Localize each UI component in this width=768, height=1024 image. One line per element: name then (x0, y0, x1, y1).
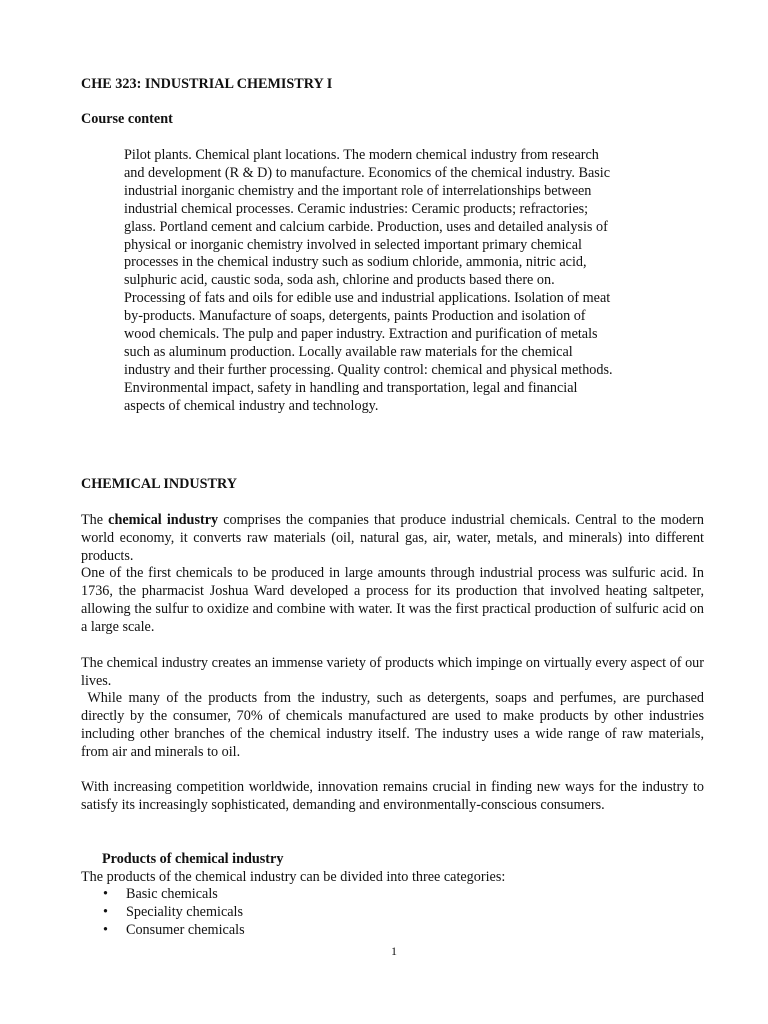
products-heading: Products of chemical industry (102, 851, 284, 867)
chemical-industry-paragraph-4: While many of the products from the industry, such as detergents, soaps and perfumes, are purchased directly by the consumer, 70% of chemicals manufactured are used to make products by other industries including other branches of the chemical industry itself. The industry uses a wide range of raw materials, from air and minerals to oil. (81, 690, 708, 760)
p1-lead: The (81, 512, 109, 528)
chemical-industry-paragraph-3: The chemical industry creates an immense variety of products which impinge on virtually every aspect of our lives. (81, 655, 704, 689)
products-intro: The products of the chemical industry can be divided into three categories: (81, 869, 506, 885)
chemical-industry-paragraph-1 (81, 512, 704, 566)
chemical-industry-paragraph-2: One of the first chemicals to be produced in large amounts through industrial process was sulfuric acid. In 1736, the pharmacist Joshua Ward developed a process for its production that involved heating saltpeter, allowing the sulfur to oxidize and combine with water. It was the first practical production of sulfuric acid on a large scale. (81, 565, 704, 635)
chemical-industry-heading: CHEMICAL INDUSTRY (81, 476, 237, 492)
category-label: Consumer chemicals (126, 921, 245, 938)
chemical-industry-paragraph-5: With increasing competition worldwide, innovation remains crucial in finding new ways for the industry to satisfy its increasingly sophisticated, demanding and environmentally-conscious consumers. (81, 779, 704, 813)
course-title: CHE 323: INDUSTRIAL CHEMISTRY I (81, 76, 333, 92)
bullet-icon: • (103, 903, 108, 920)
bullet-icon: • (103, 921, 108, 938)
p1-rest: comprises the companies that produce industrial chemicals. Central to the modern world economy, it converts raw materials (oil, natural gas, air, water, metals, and minerals) into different products. (81, 512, 705, 564)
product-categories-list (81, 886, 245, 940)
course-content-text: Pilot plants. Chemical plant locations. The modern chemical industry from research and development (R & D) to manufacture. Economics of the chemical industry. Basic industrial inorganic chemistry and the important role of interrelationships between industrial chemical processes. Ceramic industries: Ceramic products; refractories; glass. Portland cement and calcium carbide. Production, uses and detailed analysis of physical or inorganic chemistry involved in selected important primary chemical processes in the chemical industry such as sodium chloride, ammonia, nitric acid, sulphuric acid, caustic soda, soda ash, chlorine and products based there on. Processing of fats and oils for edible use and industrial applications. Isolation of meat by-products. Manufacture of soaps, detergents, paints Production and isolation of wood chemicals. The pulp and paper industry. Extraction and purification of metals such as aluminum production. Locally available raw materials for the chemical industry and their further processing. Quality control: chemical and physical methods. Environmental impact, safety in handling and transportation, legal and financial aspects of chemical industry and technology. (124, 147, 613, 414)
category-label: Basic chemicals (126, 886, 218, 902)
list-item (81, 886, 245, 904)
list-item (81, 904, 245, 922)
category-label: Speciality chemicals (126, 903, 244, 920)
p1-bold-term: chemical industry (108, 512, 219, 528)
list-item (81, 922, 245, 940)
course-content-heading: Course content (81, 111, 173, 127)
page-number: 1 (391, 944, 397, 958)
bullet-icon: • (103, 886, 108, 902)
